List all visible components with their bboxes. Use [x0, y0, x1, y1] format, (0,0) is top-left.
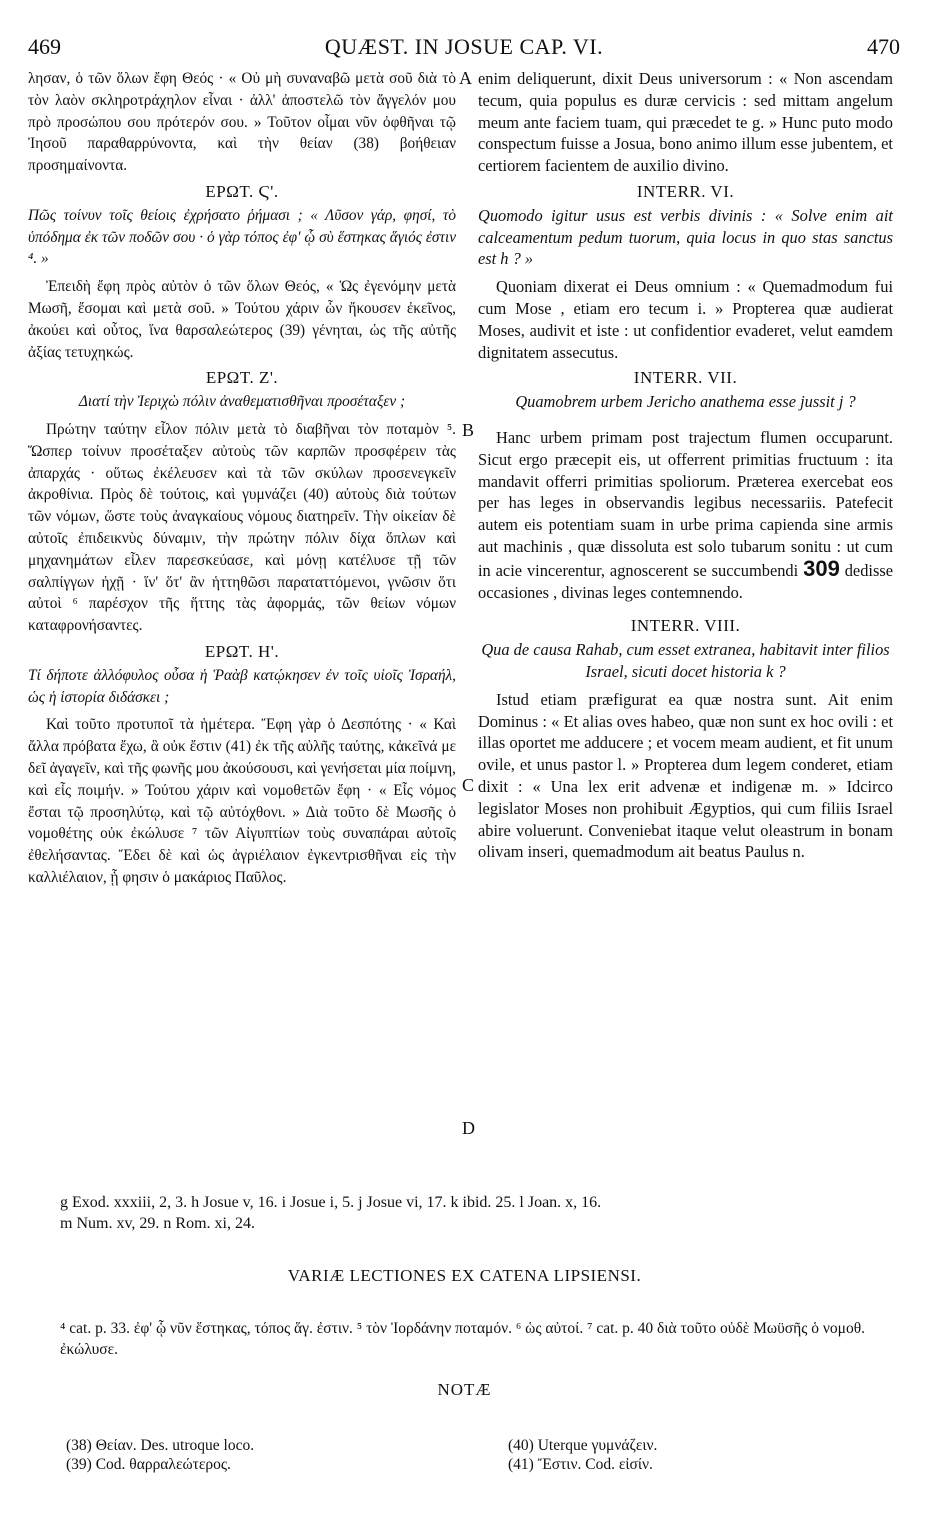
latin-heading-7: INTERR. VII.	[633, 368, 738, 388]
latin-paragraph-1: enim deliquerunt, dixit Deus universorum : « Non ascendam tecum, quia populus es duræ cervicis : sed mittam angelum meum ante faciem tuam, qui præcedet te g. » Hunc puto modo conspectum fuisse a Josua, bono animo illum esse jubentem, et certiorem facientem de auxilio divino.	[478, 69, 893, 176]
note-39: (39) Cod. θαρραλεώτερος.	[66, 1456, 231, 1473]
greek-question-8: Τί δήποτε ἀλλόφυλος οὖσα ἡ Ῥαὰβ κατῴκησεν ἐν τοῖς υἱοῖς Ἰσραήλ, ὡς ἡ ἱστορία διδάσκει ;	[28, 666, 456, 706]
variae-lectiones-title: VARIÆ LECTIONES EX CATENA LIPSIENSI.	[287, 1266, 642, 1285]
latin-heading-8: INTERR. VIII.	[630, 616, 741, 636]
latin-answer-7-part-1: Hanc urbem primam post trajectum flumen occuparunt. Sicut ergo præcepit eis, ut offerrent primitias fructuum : ita mandavit offerri primitias spoliorum. Præterea exercebat eos per has leges in observandis legibus necessariis. Patefecit autem eis potentiam suam in urbe prima capienda sine armis aut machinis , quæ dissoluta est solo tubarum sonitu : ut cum in acie vincerentur, agnoscerent se succumbendi	[478, 427, 893, 580]
latin-heading-6: INTERR. VI.	[636, 181, 735, 201]
greek-heading-8: ΕΡΩΤ. Η'.	[204, 641, 280, 661]
notes-right	[508, 1436, 888, 1474]
margin-letter-a: A	[459, 68, 472, 88]
greek-paragraph-1: λησαν, ὁ τῶν ὅλων ἔφη Θεός · « Οὐ μὴ συναναβῶ μετὰ σοῦ διὰ τὸ τὸν λαὸν σκληροτράχηλον εἶναι · ἀλλ' ἀποστελῶ τὸν ἄγγελόν μου πρὸ προσώπου σου πρότερόν σου. » Τοῦτον οἶμαι νῦν ὀφθῆναι τῷ Ἰησοῦ παραθαρρύνοντα, καὶ τὴν θείαν (38) βοήθειαν προσημαίνοντα.	[28, 70, 456, 175]
note-38: (38) Θείαν. Des. utroque loco.	[66, 1437, 255, 1454]
greek-heading-7: ΕΡΩΤ. Ζ'.	[205, 368, 279, 388]
latin-answer-6: Quoniam dixerat ei Deus omnium : « Quemadmodum fui cum Mose , etiam ero tecum i. » Propterea quæ audierat Moses, audivit et iste : ut confidentior evaderet, velut eamdem dignitatem assecutus.	[478, 277, 893, 362]
note-40: (40) Uterque γυμνάζειν.	[508, 1437, 658, 1454]
variae-lectiones-text: ⁴ cat. p. 33. ἐφ' ᾧ νῦν ἕστηκας, τόπος ἅγ. ἐστιν. ⁵ τὸν Ἰορδάνην ποταμόν. ⁶ ὡς αὐτοί. ⁷ cat. p. 40 διὰ τοῦτο οὐδὲ Μωϋσῆς ὁ νομοθ. ἐκώλυσε.	[60, 1320, 866, 1358]
footnote-line-2: m Num. xv, 29. n Rom. xi, 24.	[60, 1215, 255, 1232]
page-number-right: 470	[867, 34, 900, 59]
greek-question-7: Διατί τὴν Ἰεριχὼ πόλιν ἀναθεματισθῆναι προσέταξεν ;	[78, 393, 406, 411]
greek-answer-7: Πρώτην ταύτην εἷλον πόλιν μετὰ τὸ διαβῆναι τὸν ποταμὸν ⁵. Ὥσπερ τοίνυν προσέταξεν αὐτοὺς τῶν καρπῶν προσφέρειν τὰς ἀπαρχάς · οὕτως ἐκέλευσεν καὶ τὰ τῶν σκύλων προσενεγκεῖν ἀκροθίνια. Πρὸς δὲ τούτοις, καὶ γυμνάζει (40) αὐτοὺς διὰ τούτων τῶν νόμων, ὥστε τοὺς ἀναγκαίους νόμους διατηρεῖν. Τὴν οἰκείαν δὲ αὐτοῖς ἐπιδεικνὺς δύναμιν, τὴν πρώτην πόλιν δίχα ὅπλων καὶ μηχανημάτων εἷλεν παρεσκεύασε, καὶ μόνῃ κατέλυσε τῇ τῶν σαλπίγγων ἠχῇ · ἵν' ὅτ' ἂν ἡττηθῶσι παραταττόμενοι, γνῶσιν ὅτι αὐτοὶ ⁶ παρέσχον τῆς ἥττης τὰς ἀφορμάς, τῶν θείων νόμων καταφρονήσαντες.	[28, 420, 456, 635]
greek-question-6: Πῶς τοίνυν τοῖς θείοις ἐχρήσατο ῥήμασι ; « Λῦσον γάρ, φησί, τὸ ὑπόδημα ἐκ τῶν ποδῶν σου · ὁ γὰρ τόπος ἐφ' ᾧ σὺ ἕστηκας ἅγιός ἐστιν ⁴. »	[28, 206, 456, 268]
margin-letter-d: D	[462, 1118, 475, 1138]
latin-answer-7	[478, 427, 893, 603]
latin-answer-8: Istud etiam præfigurat ea quæ nostra sunt. Ait enim Dominus : « Et alias oves habeo, quæ non sunt ex hoc ovili : et illas oportet me adducere ; et vocem meam audient, et fit unum ovile, et unus pastor l. » Propterea dum legem conderet, etiam dixit : « Una lex erit advenæ et indigenæ m. » Idcirco legislator Moses non prohibuit Ægyptios, qui cum filiis Israel abire voluerunt. Conveniebat itaque velut oleastrum in bonam olivam inseri, quemadmodum ait beatus Paulus n.	[478, 689, 893, 862]
margin-letter-b: B	[462, 420, 475, 440]
running-title: QUÆST. IN JOSUE CAP. VI.	[324, 34, 604, 59]
latin-column	[478, 68, 893, 863]
running-header	[28, 34, 900, 64]
latin-question-6: Quomodo igitur usus est verbis divinis : « Solve enim ait calceamentum pedum tuorum, quia locus in quo stas sanctus est h ? »	[478, 205, 893, 269]
note-41: (41) Ἔστιν. Cod. εἰσίν.	[508, 1456, 653, 1473]
footnote-line-1: g Exod. xxxiii, 2, 3. h Josue v, 16. i Josue i, 5. j Josue vi, 17. k ibid. 25. l Joan. x, 16.	[60, 1194, 602, 1211]
greek-answer-8: Καὶ τοῦτο προτυποῖ τὰ ἡμέτερα. Ἔφη γὰρ ὁ Δεσπότης · « Καὶ ἄλλα πρόβατα ἔχω, ἃ οὐκ ἔστιν (41) ἐκ τῆς αὐλῆς ταύτης, κἀκεῖνά με δεῖ ἀγαγεῖν, καὶ τῆς φωνῆς μου ἀκούσουσι, καὶ γενήσεται μία ποίμνη, καὶ εἷς ποιμήν. » Τούτου χάριν καὶ νομοθετῶν ἔφη · « Εἷς νόμος ἔσται τῷ προσηλύτῳ, καὶ τῷ αὐτόχθονι. » Διὰ τοῦτο δὲ Μωσῆς ὁ νομοθέτης οὐκ ἐκώλυσε ⁷ τῶν Αἰγυπτίων τοὺς συναπάραι αὐτοῖς ἐθελήσαντας. Ἔδει δὲ καὶ ὡς ἀγριέλαιον ἐγκεντρισθῆναι εἰς τὴν καλλιέλαιον, ᾗ φησιν ὁ μακάριος Παῦλος.	[28, 716, 456, 886]
greek-answer-6: Ἐπειδὴ ἔφη πρὸς αὐτὸν ὁ τῶν ὅλων Θεός, « Ὡς ἐγενόμην μετὰ Μωσῆ, ἔσομαι καὶ μετὰ σοῦ. » Τούτου χάριν ὧν ἤκουσεν ἐκεῖνος, ἀκούει καὶ οὗτος, ἵνα θαρσαλεώτερος (39) γένηται, ὡς τῆς αὐτῆς ἀξίας τετυχηκώς.	[28, 278, 456, 361]
greek-column	[28, 68, 456, 889]
page-number-left: 469	[28, 34, 61, 59]
latin-answer-7-part-2: dedisse occasiones , divinas leges contemnendo.	[478, 560, 893, 602]
notes-left	[66, 1436, 466, 1474]
greek-heading-6: ΕΡΩΤ. Ϛ'.	[205, 181, 279, 201]
margin-letter-c: C	[462, 775, 475, 795]
latin-question-7: Quamobrem urbem Jericho anathema esse jussit j ?	[515, 392, 856, 412]
notae-title: NOTÆ	[437, 1380, 492, 1399]
latin-question-8: Qua de causa Rahab, cum esset extranea, habitavit inter filios Israel, sicuti docet historia k ?	[481, 640, 890, 681]
column-number: 309	[803, 555, 840, 581]
